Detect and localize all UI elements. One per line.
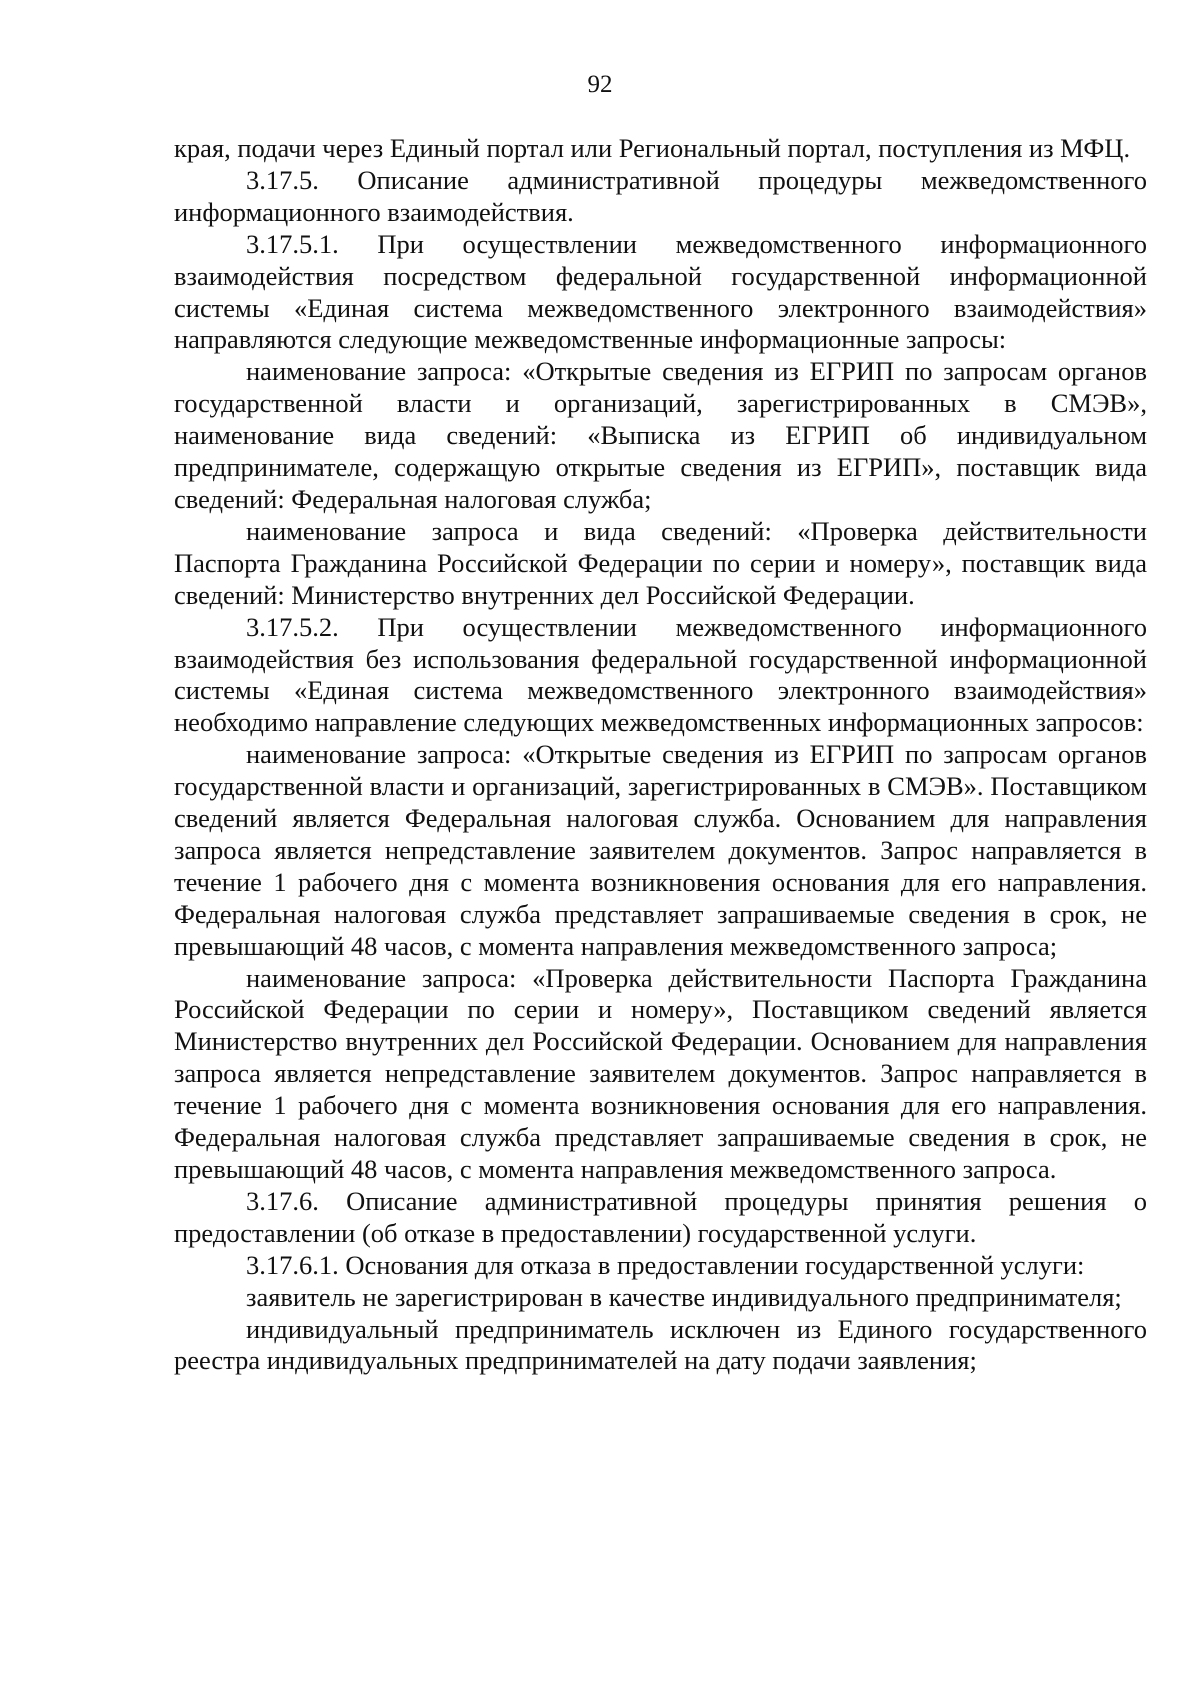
paragraph-request-passport-offline: наименование запроса: «Проверка действительности Паспорта Гражданина Российской Федерации по серии и номеру», Поставщиком сведений является Министерство внутренних дел Российской Федерации. Основанием для направления запроса является непредставление заявителем документов. Запрос направляется в течение 1 рабочего дня с момента возникновения основания для его направления. Федеральная налоговая служба представляет запрашиваемые сведения в срок, не превышающий 48 часов, с момента направления межведомственного запроса. xyxy=(174,962,1147,1184)
paragraph-refusal-reason-1: заявитель не зарегистрирован в качестве индивидуального предпринимателя; xyxy=(246,1281,1122,1312)
paragraph-3-17-6-1: 3.17.6.1. Основания для отказа в предоставлении государственной услуги: xyxy=(246,1249,1085,1280)
paragraph-refusal-reason-2: индивидуальный предприниматель исключен из Единого государственного реестра индивидуальных предпринимателей на дату подачи заявления; xyxy=(174,1313,1147,1376)
page-number: 92 xyxy=(587,71,613,98)
paragraph-request-egrip-offline: наименование запроса: «Открытые сведения из ЕГРИП по запросам органов государственной власти и организаций, зарегистрированных в СМЭВ». Поставщиком сведений является Федеральная налоговая служба. Основанием для направления запроса является непредставление заявителем документов. Запрос направляется в течение 1 рабочего дня с момента возникновения основания для его направления. Федеральная налоговая служба представляет запрашиваемые сведения в срок, не превышающий 48 часов, с момента направления межведомственного запроса; xyxy=(174,739,1147,961)
paragraph-3-17-5-2: 3.17.5.2. При осуществлении межведомственного информационного взаимодействия без использования федеральной государственной информационной системы «Единая система межведомственного электронного взаимодействия» необходимо направление следующих межведомственных информационных запросов: xyxy=(174,611,1147,738)
paragraph-request-egrip: наименование запроса: «Открытые сведения из ЕГРИП по запросам органов государственной власти и организаций, зарегистрированных в СМЭВ», наименование вида сведений: «Выписка из ЕГРИП об индивидуальном предпринимателе, содержащую открытые сведения из ЕГРИП», поставщик вида сведений: Федеральная налоговая служба; xyxy=(174,356,1147,514)
document-body xyxy=(174,133,1147,1377)
paragraph-request-passport: наименование запроса и вида сведений: «Проверка действительности Паспорта Гражданина Российской Федерации по серии и номеру», поставщик вида сведений: Министерство внутренних дел Российской Федерации. xyxy=(174,515,1147,610)
paragraph-3-17-5: 3.17.5. Описание административной процедуры межведомственного информационного взаимодействия. xyxy=(174,164,1147,227)
paragraph-3-17-5-1: 3.17.5.1. При осуществлении межведомственного информационного взаимодействия посредством федеральной государственной информационной системы «Единая система межведомственного электронного взаимодействия» направляются следующие межведомственные информационные запросы: xyxy=(174,228,1147,355)
paragraph-3-17-6: 3.17.6. Описание административной процедуры принятия решения о предоставлении (об отказе в предоставлении) государственной услуги. xyxy=(174,1185,1147,1248)
paragraph-continuation: края, подачи через Единый портал или Региональный портал, поступления из МФЦ. xyxy=(174,133,1131,163)
